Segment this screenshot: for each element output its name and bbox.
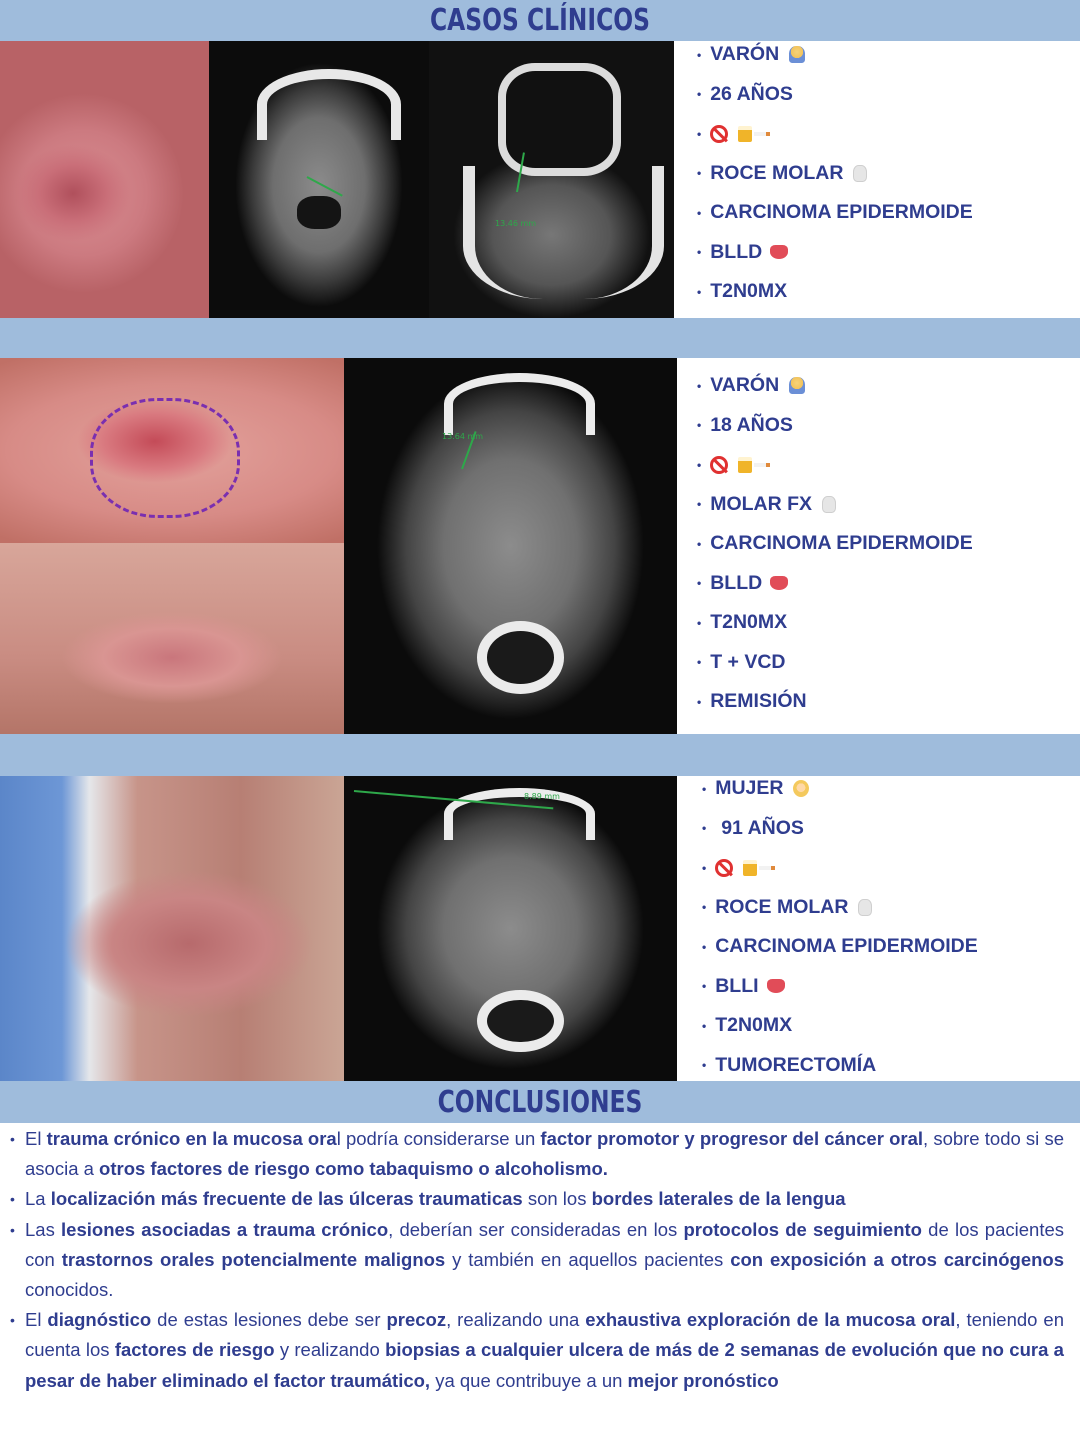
case1-habits	[697, 114, 973, 154]
conclusion-bold-text: biopsias a cualquier ulcera de más de 2 semanas de evolución que no cura a pesar de haber eliminado el factor traumático,	[25, 1339, 1064, 1391]
conclusion-bold-text: factor promotor y progresor del cáncer oral	[540, 1128, 924, 1149]
case3-sex: • MUJER	[702, 769, 978, 809]
case2-age: • 18 AÑOS	[697, 406, 973, 446]
case2-ct-axial	[344, 358, 677, 734]
cigarette-icon	[754, 132, 770, 136]
conclusion-text: La	[25, 1188, 51, 1210]
case2-sex: • VARÓN	[697, 366, 973, 406]
conclusion-bold-text: con exposición a otros carcinógenos	[730, 1248, 1065, 1270]
conclusions-band	[0, 1081, 1080, 1123]
conclusion-text: , teniendo en cuenta los	[25, 1309, 1064, 1361]
case3-treatment: • TUMORECTOMÍA	[702, 1046, 978, 1086]
case2-outcome: • REMISIÓN	[697, 682, 973, 722]
conclusion-text: El	[25, 1128, 47, 1149]
conclusion-text: ya que contribuye a un	[430, 1369, 628, 1391]
case1-age: • 26 AÑOS	[697, 75, 973, 115]
conclusion-bold-text: protocolos de seguimiento	[683, 1218, 922, 1240]
case1-clinical-photo	[0, 41, 209, 318]
conclusion-bold-text: mejor pronóstico	[627, 1369, 779, 1391]
case2-diagnosis: • CARCINOMA EPIDERMOIDE	[697, 524, 973, 564]
case3-location: • BLLI	[702, 967, 978, 1007]
conclusion-bold-text: exhaustiva exploración de la mucosa oral	[585, 1309, 956, 1331]
case2-clinical-photo	[0, 543, 344, 734]
case3-cause: • ROCE MOLAR	[702, 888, 978, 928]
case2-measure-label: 13.64 mm	[442, 432, 484, 441]
case2-stage: • T2N0MX	[697, 603, 973, 643]
conclusion-bold-text: otros factores de riesgo como tabaquismo o alcoholismo.	[99, 1158, 608, 1180]
conclusions-list	[10, 1124, 1064, 1396]
beer-icon	[738, 126, 752, 142]
case1-diagnosis: • CARCINOMA EPIDERMOIDE	[697, 193, 973, 233]
conclusion-text: y también en aquellos pacientes	[445, 1248, 731, 1270]
conclusion-text: son los	[522, 1188, 592, 1210]
conclusion-bold-text: factores de riesgo	[114, 1339, 275, 1361]
man-icon	[789, 46, 805, 63]
prohibited-icon	[715, 859, 733, 877]
case1-stage: • T2N0MX	[697, 272, 973, 312]
case3-ct-axial	[344, 776, 677, 1081]
case2-resection-margin	[90, 398, 240, 518]
conclusion-text: l podría considerarse un	[336, 1128, 541, 1149]
conclusion-bold-text: localización más frecuente de las úlceras traumaticas	[50, 1188, 523, 1210]
page-title: CASOS CLÍNICOS	[429, 3, 651, 38]
conclusion-text: , sobre todo si se asocia a	[25, 1128, 1065, 1180]
conclusions-title: CONCLUSIONES	[437, 1084, 643, 1120]
case1-ct-axial	[209, 41, 429, 318]
beer-icon	[743, 860, 757, 876]
cigarette-icon	[759, 866, 775, 870]
case1-ct-coronal	[429, 41, 674, 318]
case2-facts	[697, 366, 973, 722]
conclusion-text: y realizando	[274, 1339, 386, 1361]
beer-icon	[738, 457, 752, 473]
case2-clinical-photo-marked	[0, 358, 344, 543]
tongue-icon	[770, 576, 788, 590]
case2-habits	[697, 445, 973, 485]
man-icon	[789, 377, 805, 394]
case1-measure-label: 13.46 mm	[495, 219, 537, 228]
tooth-icon	[853, 165, 867, 182]
conclusion-text: de los pacientes con	[25, 1218, 1064, 1270]
tooth-icon	[822, 496, 836, 513]
conclusion-bold-text: trastornos orales potencialmente malignos	[61, 1248, 446, 1270]
case3-age: • 91 AÑOS	[702, 809, 978, 849]
tooth-icon	[858, 899, 872, 916]
conclusion-text: , deberían ser consideradas en los	[388, 1218, 684, 1240]
conclusion-text: de estas lesiones debe ser	[151, 1309, 387, 1331]
woman-icon	[793, 780, 809, 797]
case3-habits	[702, 848, 978, 888]
case3-facts	[702, 769, 978, 1085]
case3-stage: • T2N0MX	[702, 1006, 978, 1046]
case1-ct-ruler	[307, 176, 343, 197]
cigarette-icon	[754, 463, 770, 467]
case2-cause: • MOLAR FX	[697, 485, 973, 525]
case2-treatment: • T + VCD	[697, 643, 973, 683]
case1-facts	[697, 35, 973, 312]
tongue-icon	[767, 979, 785, 993]
conclusion-text: , realizando una	[446, 1309, 586, 1331]
conclusion-bold-text: trauma crónico en la mucosa ora	[46, 1128, 337, 1149]
conclusion-item	[10, 1124, 1064, 1184]
prohibited-icon	[710, 456, 728, 474]
case1-location: • BLLD	[697, 233, 973, 273]
conclusion-item	[10, 1184, 1064, 1214]
separator-band-1	[0, 318, 1080, 358]
case3-clinical-photo	[0, 776, 344, 1081]
conclusion-item	[10, 1215, 1064, 1306]
case1-sex: • VARÓN	[697, 35, 973, 75]
conclusion-bold-text: precoz	[386, 1309, 447, 1331]
conclusion-text: El	[25, 1309, 48, 1331]
conclusion-text: conocidos.	[25, 1279, 114, 1301]
case2-location: • BLLD	[697, 564, 973, 604]
tongue-icon	[770, 245, 788, 259]
case3-diagnosis: • CARCINOMA EPIDERMOIDE	[702, 927, 978, 967]
conclusion-bold-text: bordes laterales de la lengua	[591, 1188, 846, 1210]
case1-cause: • ROCE MOLAR	[697, 154, 973, 194]
conclusion-bold-text: diagnóstico	[47, 1309, 152, 1331]
case1-ct-coronal-ruler	[516, 152, 525, 192]
conclusion-text: Las	[25, 1218, 62, 1240]
case3-measure-label: 8.89 mm	[524, 792, 560, 801]
conclusion-bold-text: lesiones asociadas a trauma crónico	[61, 1218, 389, 1240]
conclusion-item	[10, 1305, 1064, 1396]
prohibited-icon	[710, 125, 728, 143]
